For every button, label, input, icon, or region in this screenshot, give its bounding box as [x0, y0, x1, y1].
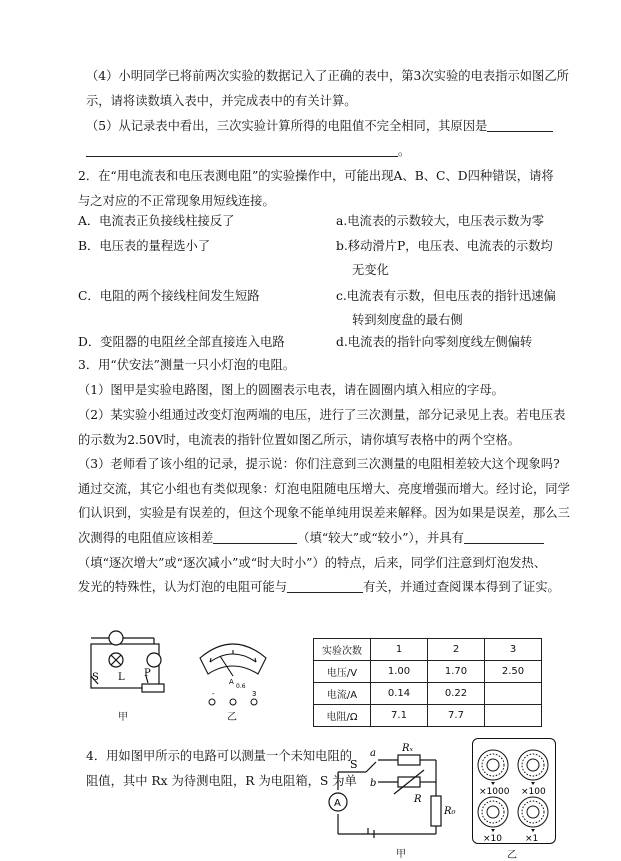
q3-p3-line6: 发光的特殊性，认为灯泡的电阻可能与 有关，并通过查阅课本得到了证实。	[78, 580, 560, 594]
q4-figure-yi-label: 乙	[507, 850, 517, 861]
q2-right-b-cont: 无变化	[352, 263, 389, 277]
q2-left-c: C．电阻的两个接线柱间发生短路	[78, 289, 260, 303]
r-label: R	[414, 794, 422, 805]
q3-p1: （1）图甲是实验电路图，图上的圆圈表示电表，请在圆圈内填入相应的字母。	[78, 383, 504, 397]
q2-right-c: c.电流表有示数，但电压表的指针迅速偏	[336, 289, 556, 303]
q4-line1: 4．用如图甲所示的电路可以测量一个未知电阻的	[86, 749, 353, 763]
q2-stem-line1: 2．在“用电流表和电压表测电阻”的实验操作中，可能出现A、B、C、D四种错误，请将	[78, 169, 554, 183]
table-row	[314, 705, 542, 727]
q3-p3-line3: 们认识到，实验是有误差的，但这个现象不能单纯用误差来解释。因为如果是误差，那么三	[78, 506, 570, 520]
q3-p3-line5: （填“逐次增大”或“逐次减小”或“时大时小”）的特点，后来，同学们注意到灯泡发热、	[78, 556, 547, 570]
terminal-b-label: b	[370, 778, 377, 789]
table-cell: 电压/V	[314, 661, 371, 683]
table-header: 1	[371, 639, 428, 661]
q2-stem-line2: 与之对应的不正常现象用短线连接。	[78, 194, 275, 208]
q1-item5-line2: 。	[86, 143, 410, 159]
blank[interactable]	[287, 580, 363, 593]
q4-figure-jia-label: 甲	[396, 849, 406, 860]
q2-right-d: d.电流表的指针向零刻度线左侧偏转	[336, 335, 533, 349]
table-cell: 1.70	[428, 661, 485, 683]
table-row	[314, 683, 542, 705]
table-header: 实验次数	[314, 639, 371, 661]
table-cell-empty[interactable]	[485, 705, 542, 727]
q3-p2-line1: （2）某实验小组通过改变灯泡两端的电压，进行了三次测量，部分记录见上表。若电压表	[78, 408, 566, 422]
q3-p3-line1: （3）老师看了该小组的记录，提示说：你们注意到三次测量的电阻相差较大这个现象吗?	[78, 457, 560, 471]
table-cell: 7.7	[428, 705, 485, 727]
q4-line2: 阻值，其中 Rx 为待测电阻，R 为电阻箱，S 为单	[86, 774, 357, 788]
lamp-label: L	[118, 672, 125, 683]
resistance-box-dials	[472, 738, 556, 846]
table-cell: 2.50	[485, 661, 542, 683]
blank[interactable]	[213, 531, 297, 544]
q1-item4-line2: 示，请将读数填入表中，并完成表中的有关计算。	[86, 94, 357, 108]
switch-label: S	[92, 672, 99, 683]
q2-right-a: a.电流表的示数较大，电压表示数为零	[336, 214, 544, 228]
switch-label: S	[350, 758, 358, 771]
r0-label: R₀	[444, 806, 456, 817]
ammeter-range: 0.6	[236, 683, 246, 690]
dial-x1000-label: ×1000	[479, 787, 510, 797]
table-row	[314, 661, 542, 683]
figure-yi-label: 乙	[227, 712, 237, 723]
q2-left-d: D．变阻器的电阻丝全部直接连入电路	[78, 335, 285, 349]
q2-right-c-cont: 转到刻度盘的最右侧	[352, 313, 463, 327]
q2-left-b: B．电压表的量程选小了	[78, 239, 211, 253]
q3-p3-line2: 通过交流，其它小组也有类似现象：灯泡电阻随电压增大、亮度增强而增大。经讨论，同学	[78, 482, 570, 496]
q1-item5-line1: （5）从记录表中看出，三次实验计算所得的电阻值不完全相同，其原因是	[86, 118, 553, 134]
table-cell: 0.22	[428, 683, 485, 705]
ammeter-letter: A	[334, 798, 341, 809]
ammeter-minus: -	[212, 690, 215, 698]
table-header-row	[314, 639, 542, 661]
ammeter-three: 3	[252, 690, 257, 698]
table-header: 2	[428, 639, 485, 661]
blank[interactable]	[464, 531, 544, 544]
blank[interactable]	[487, 119, 553, 132]
dial-x10-label: ×10	[483, 834, 502, 844]
q3-p2-line2: 的示数为2.50V时，电流表的指针位置如图乙所示，请你填写表格中的两个空格。	[78, 433, 521, 447]
table-cell: 电流/A	[314, 683, 371, 705]
table-cell-empty[interactable]	[485, 683, 542, 705]
dial-x100-label: ×100	[521, 787, 546, 797]
table-cell: 1.00	[371, 661, 428, 683]
q1-item4-line1: （4）小明同学已将前两次实验的数据记入了正确的表中，第3次实验的电表指示如图乙所	[86, 69, 569, 83]
data-table	[313, 638, 542, 727]
rx-label: Rₓ	[402, 743, 414, 754]
circuit-diagram-jia	[86, 628, 176, 708]
table-header: 3	[485, 639, 542, 661]
q2-left-a: A．电流表正负接线柱接反了	[78, 214, 235, 228]
blank[interactable]	[86, 144, 398, 157]
slider-label: P	[144, 668, 151, 679]
q2-right-b: b.移动滑片P，电压表、电流表的示数均	[336, 239, 553, 253]
q3-stem: 3．用“伏安法”测量一只小灯泡的电阻。	[78, 358, 296, 372]
ammeter-dial-yi	[196, 636, 270, 708]
circuit-diagram-q4	[328, 742, 460, 850]
ammeter-letter: A	[229, 678, 234, 686]
table-cell: 电阻/Ω	[314, 705, 371, 727]
table-cell: 7.1	[371, 705, 428, 727]
figure-jia-label: 甲	[118, 712, 128, 723]
dial-x1-label: ×1	[525, 834, 539, 844]
table-cell: 0.14	[371, 683, 428, 705]
q3-p3-line4: 次测得的电阻值应该相差 （填“较大”或“较小”），并具有	[78, 530, 544, 546]
terminal-a-label: a	[370, 748, 376, 759]
